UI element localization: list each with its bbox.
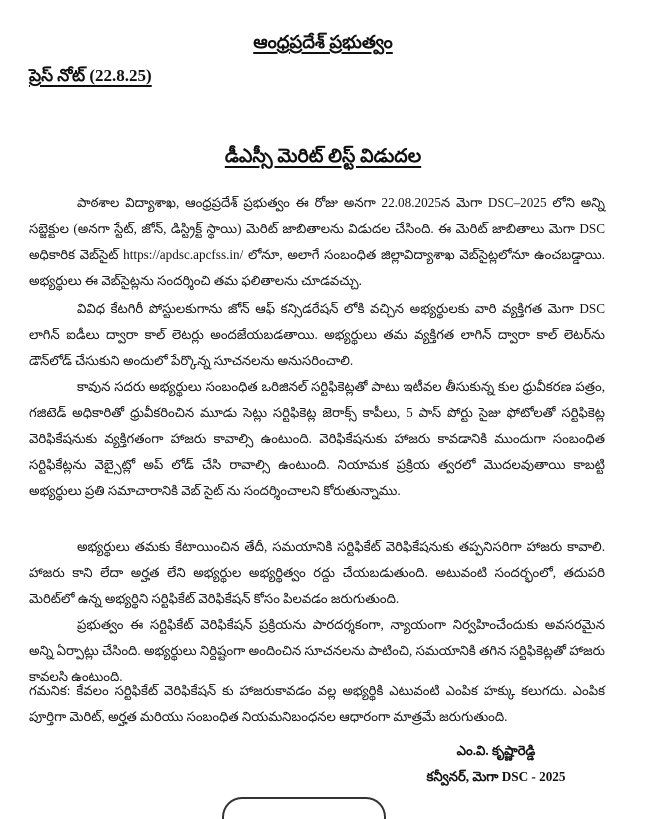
- paragraph-transparency: ప్రభుత్వం ఈ సర్టిఫికేట్ వెరిఫికేషన్ ప్రక్రియను పారదర్శకంగా, న్యాయంగా నిర్వహించేందుకు అవసరమైన అన్ని ఏర్పాట్లు చేసింది. అభ్యర్థులు నిర్దిష్టంగా అందించిన సూచనలను పాటించి, సమయానికి తగిన సర్టిఫికెట్లతో హాజరు కావలసి ఉంటుంది.: [29, 617, 605, 684]
- paragraph-attendance: అభ్యర్థులు తమకు కేటాయించిన తేదీ, సమయానికి సర్టిఫికేట్ వెరిఫికేషనుకు తప్పనిసరిగా హాజరు కావాలి. హాజరు కాని లేదా అర్హత లేని అభ్యర్థుల అభ్యర్థిత్వం రద్దు చేయబడుతుంది. అటువంటి సందర్భంలో, తదుపరి మెరిట్‌లో ఉన్న అభ్యర్థిని సర్టిఫికేట్ వెరిఫికేషన్ కోసం పిలవడం జరుగుతుంది.: [29, 539, 605, 606]
- page-title: డీఎస్సీ మెరిట్ లిస్ట్ విడుదల: [224, 146, 422, 167]
- note-paragraph: గమనిక: కేవలం సర్టిఫికేట్ వెరిఫికేషన్ కు హాజరుకావడం వల్ల అభ్యర్థికి ఎటువంటి ఎంపిక హక్కు కలుగదు. ఎంపిక పూర్తిగా మెరిట్, అర్హత మరియు సంబంధిత నియమనిబంధనల ఆధారంగా మాత్రమే జరుగుతుంది.: [29, 683, 605, 724]
- government-heading: ఆంధ్రప్రదేశ్ ప్రభుత్వం: [253, 32, 393, 52]
- paragraph-merit-list-release: పాఠశాల విద్యాశాఖ, ఆంధ్రప్రదేశ్ ప్రభుత్వం ఈ రోజు అనగా 22.08.2025న మెగా DSC–2025 లోని అన్ని సబ్జెక్టుల (అనగా స్టేట్, జోన్, డిస్ట్రిక్ట్ స్థాయి) మెరిట్ జాబితాలను విడుదల చేసింది. ఈ మెరిట్ జాబితాలు మెగా DSC అధికారిక వెబ్‌సైట్ https://apdsc.apcfss.in/ లోనూ, అలాగే సంబంధిత జిల్లావిద్యాశాఖ వెబ్‌సైట్లలోనూ ఉంచబడ్డాయి. అభ్యర్థులు ఈ వెబ్‌సైట్లను సందర్శించి తమ ఫలితాలను చూడవచ్చు.: [29, 195, 605, 288]
- paragraph-call-letters: వివిధ కేటగిరీ పోస్టులకుగాను జోన్ ఆఫ్ కన్సిడరేషన్ లోకి వచ్చిన అభ్యర్థులకు వారి వ్యక్తిగత మెగా DSC లాగిన్ ఐడీలు ద్వారా కాల్ లెటర్లు అందజేయబడతాయి. అభ్యర్థులు తమ వ్యక్తిగత లాగిన్ ద్వారా కాల్ లెటర్‌ను డౌన్‌లోడ్ చేసుకుని అందులో పేర్కొన్న సూచనలను అనుసరించాలి.: [29, 301, 605, 368]
- page-edge-decoration: [222, 797, 386, 819]
- press-note-heading: ప్రెస్ నోట్ (22.8.25): [29, 66, 152, 85]
- signatory-designation: కన్వీనర్, మెగా DSC - 2025: [426, 769, 566, 784]
- paragraph-certificate-documents: కావున సదరు అభ్యర్థులు సంబంధిత ఒరిజినల్ సర్టిఫికెట్లతో పాటు ఇటీవల తీసుకున్న కుల ధ్రువీకరణ పత్రం, గజిటెడ్ అధికారితో ధ్రువీకరించిన మూడు సెట్లు సర్టిఫికెట్ల జెరాక్స్ కాపీలు, 5 పాస్ పోర్టు సైజు ఫోటోలతో సర్టిఫికెట్ల వెరిఫికేషనుకు వ్యక్తిగతంగా హాజరు కావాల్సి ఉంటుంది. వెరిఫికేషనుకు హాజరు కావడానికి ముందుగా సంబంధిత సర్టిఫికేట్లను వెబ్సైట్లో అప్ లోడ్ చేసి రావాల్సి ఉంటుంది. నియామక ప్రక్రియ త్వరలో మొదలవుతాయి కాబట్టి అభ్యర్థులు ప్రతి సమాచారానికి వెబ్ సైట్ ను సందర్శించాలని కోరుతున్నాము.: [29, 379, 605, 498]
- signatory-name: ఎం.వి. కృష్ణారెడ్డి: [456, 743, 536, 758]
- signature-block: [386, 738, 606, 790]
